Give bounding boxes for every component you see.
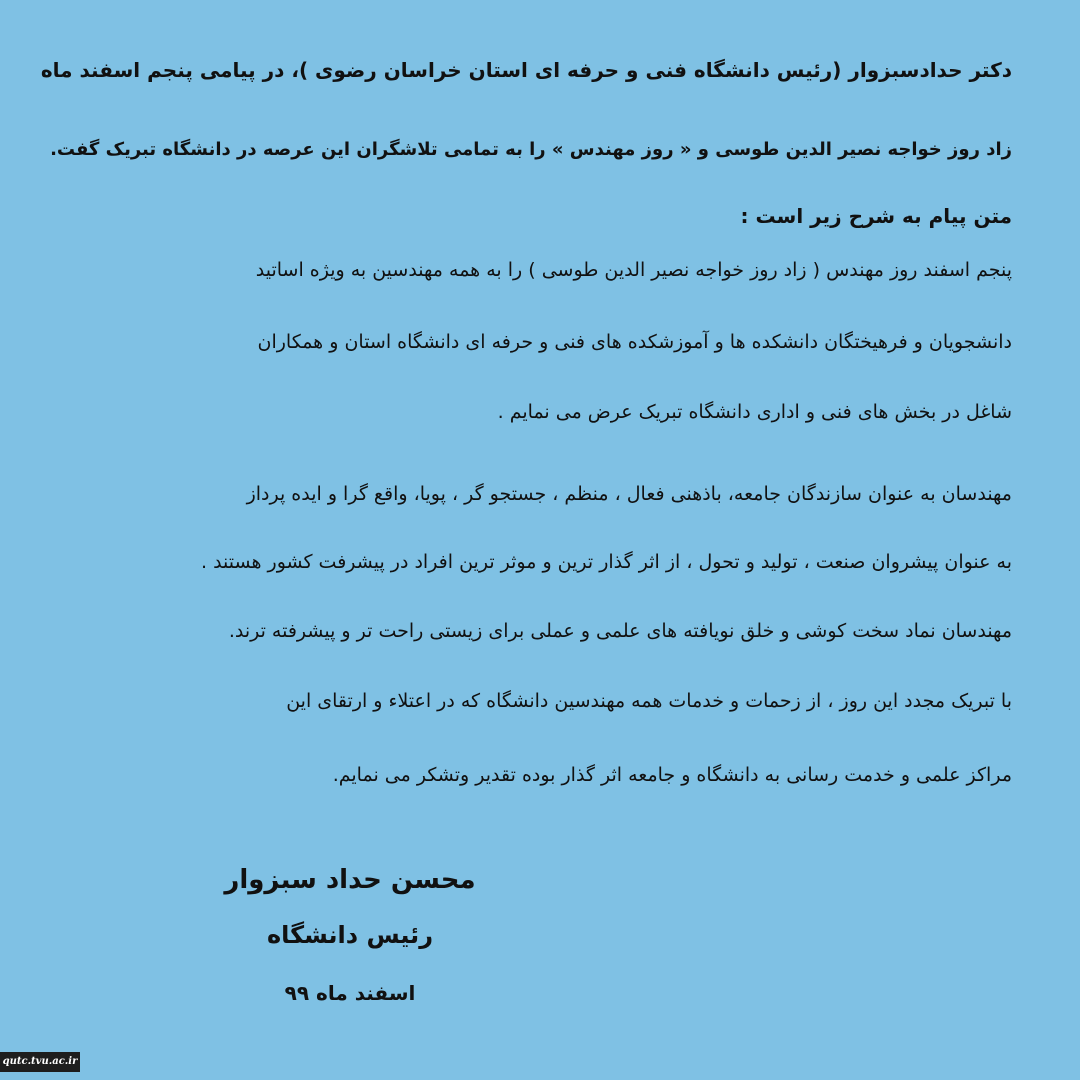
message-line-4: مهندسان به عنوان سازندگان جامعه، باذهنی فعال ، منظم ، جستجو گر ، پویا، واقع گرا و ایده پرداز <box>246 483 1012 505</box>
message-line-8: مراکز علمی و خدمت رسانی به دانشگاه و جامعه اثر گذار بوده تقدیر وتشکر می نمایم. <box>332 764 1012 786</box>
message-line-1: پنجم اسفند روز مهندس ( زاد روز خواجه نصیر الدین طوسی ) را به همه مهندسین به ویژه اساتید <box>255 259 1012 281</box>
signature-date: اسفند ماه ۹۹ <box>284 981 416 1005</box>
message-line-3: شاغل در بخش های فنی و اداری دانشگاه تبریک عرض می نمایم . <box>497 401 1012 423</box>
signature-name: محسن حداد سبزوار <box>224 865 476 895</box>
signature-title: رئیس دانشگاه <box>266 921 434 949</box>
website-watermark: qutc.tvu.ac.ir <box>0 1052 80 1072</box>
headline-line-1: دکتر حدادسبزوار (رئیس دانشگاه فنی و حرفه ای استان خراسان رضوی )، در پیامی پنجم اسفند ماه <box>40 58 1012 82</box>
message-line-6: مهندسان نماد سخت کوشی و خلق نویافته های علمی و عملی برای زیستی راحت تر و پیشرفته ترند. <box>228 620 1012 642</box>
message-intro: متن پیام به شرح زیر است : <box>740 204 1012 228</box>
headline-line-2: زاد روز خواجه نصیر الدین طوسی و « روز مهندس » را به تمامی تلاشگران این عرصه در دانشگاه تبریک گفت. <box>50 139 1012 160</box>
message-line-7: با تبریک مجدد این روز ، از زحمات و خدمات همه مهندسین دانشگاه که در اعتلاء و ارتقای این <box>286 690 1012 712</box>
message-line-5: به عنوان پیشروان صنعت ، تولید و تحول ، از اثر گذار ترین و موثر ترین افراد در پیشرفت کشور هستند . <box>201 551 1012 573</box>
message-line-2: دانشجویان و فرهیختگان دانشکده ها و آموزشکده های فنی و حرفه ای دانشگاه استان و همکاران <box>257 331 1012 353</box>
